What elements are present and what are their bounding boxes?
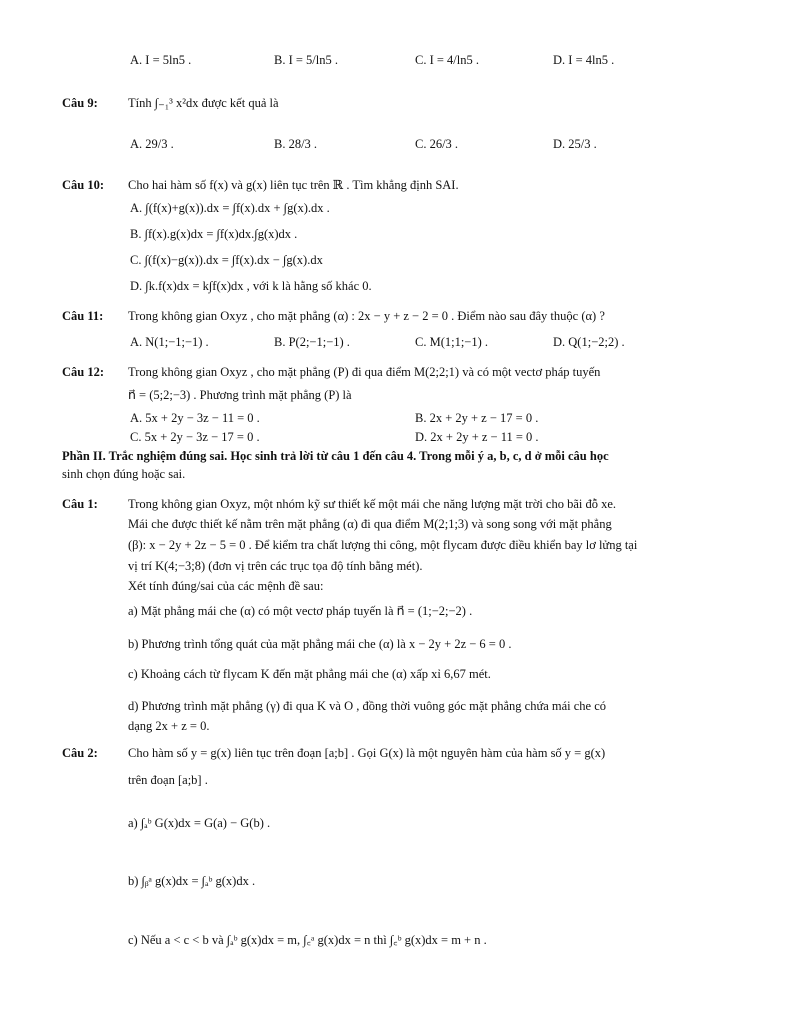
q9-option-d: D. 25/3 . [553, 137, 597, 151]
q11-option-a: A. N(1;−1;−1) . [130, 335, 209, 349]
tf2-statement-b: b) ∫ᵦᵃ g(x)dx = ∫ₐᵇ g(x)dx . [128, 874, 256, 888]
q12-label: Câu 12: [62, 365, 105, 379]
tf1-label: Câu 1: [62, 497, 98, 511]
tf1-statement-b: b) Phương trình tổng quát của mặt phẳng mái che (α) là x − 2y + 2z − 6 = 0 . [128, 637, 512, 651]
q12-stem-line2: n⃗ = (5;2;−3) . Phương trình mặt phẳng (P) là [128, 388, 352, 402]
q11-label: Câu 11: [62, 309, 104, 323]
q8-option-c: C. I = 4/ln5 . [415, 53, 479, 67]
q9-label: Câu 9: [62, 96, 98, 110]
tf1-line4: vị trí K(4;−3;8) (đơn vị trên các trục tọa độ tính bằng mét). [128, 559, 423, 573]
tf2-statement-c: c) Nếu a < c < b và ∫ₐᵇ g(x)dx = m, ∫꜀ᵃ g(x)dx = n thì ∫꜀ᵇ g(x)dx = m + n . [128, 933, 487, 947]
tf1-line2: Mái che được thiết kế nằm trên mặt phẳng (α) đi qua điểm M(2;1;3) và song song với mặt phẳng [128, 517, 612, 531]
tf1-line3: (β): x − 2y + 2z − 5 = 0 . Để kiểm tra chất lượng thi công, một flycam được điều khiển bay lơ lửng tại [128, 538, 638, 552]
tf1-statement-d-line2: dạng 2x + z = 0. [128, 719, 210, 733]
q12-option-c: C. 5x + 2y − 3z − 17 = 0 . [130, 430, 260, 444]
q12-stem-line1: Trong không gian Oxyz , cho mặt phẳng (P) đi qua điểm M(2;2;1) và có một vectơ pháp tuyến [128, 365, 601, 379]
tf2-label: Câu 2: [62, 746, 98, 760]
q8-option-a: A. I = 5ln5 . [130, 53, 192, 67]
q10-label: Câu 10: [62, 178, 105, 192]
q12-option-a: A. 5x + 2y − 3z − 11 = 0 . [130, 411, 260, 425]
q11-option-b: B. P(2;−1;−1) . [274, 335, 350, 349]
q9-option-a: A. 29/3 . [130, 137, 174, 151]
q10-option-c: C. ∫(f(x)−g(x)).dx = ∫f(x).dx − ∫g(x).dx [130, 253, 323, 267]
q11-option-d: D. Q(1;−2;2) . [553, 335, 625, 349]
part2-heading-line2: sinh chọn đúng hoặc sai. [62, 467, 186, 481]
q10-stem: Cho hai hàm số f(x) và g(x) liên tục trên ℝ . Tìm khẳng định SAI. [128, 178, 459, 192]
tf1-statement-c: c) Khoảng cách từ flycam K đến mặt phẳng mái che (α) xấp xỉ 6,67 mét. [128, 667, 491, 681]
q8-option-b: B. I = 5/ln5 . [274, 53, 338, 67]
q9-stem: Tính ∫₋₁³ x²dx được kết quả là [128, 96, 279, 110]
q9-option-c: C. 26/3 . [415, 137, 459, 151]
tf2-line2: trên đoạn [a;b] . [128, 773, 208, 787]
q8-option-d: D. I = 4ln5 . [553, 53, 615, 67]
part2-heading-line1: Phần II. Trắc nghiệm đúng sai. Học sinh trả lời từ câu 1 đến câu 4. Trong mỗi ý a, b, c, d ở mỗi câu học [62, 449, 609, 463]
tf2-statement-a: a) ∫ₐᵇ G(x)dx = G(a) − G(b) . [128, 816, 271, 830]
tf1-line1: Trong không gian Oxyz, một nhóm kỹ sư thiết kế một mái che năng lượng mặt trời cho bãi đỗ xe. [128, 497, 617, 511]
q12-option-b: B. 2x + 2y + z − 17 = 0 . [415, 411, 539, 425]
tf1-statement-a: a) Mặt phẳng mái che (α) có một vectơ pháp tuyến là n⃗ = (1;−2;−2) . [128, 604, 473, 618]
q9-option-b: B. 28/3 . [274, 137, 318, 151]
tf2-line1: Cho hàm số y = g(x) liên tục trên đoạn [a;b] . Gọi G(x) là một nguyên hàm của hàm số y = g(x) [128, 746, 606, 760]
q10-option-b: B. ∫f(x).g(x)dx = ∫f(x)dx.∫g(x)dx . [130, 227, 298, 241]
q11-option-c: C. M(1;1;−1) . [415, 335, 489, 349]
q10-option-a: A. ∫(f(x)+g(x)).dx = ∫f(x).dx + ∫g(x).dx . [130, 201, 330, 215]
q11-stem: Trong không gian Oxyz , cho mặt phẳng (α) : 2x − y + z − 2 = 0 . Điểm nào sau đây thuộc (α) ? [128, 309, 605, 323]
tf1-statement-d-line1: d) Phương trình mặt phẳng (γ) đi qua K và O , đồng thời vuông góc mặt phẳng chứa mái che có [128, 699, 607, 713]
tf1-line5: Xét tính đúng/sai của các mệnh đề sau: [128, 579, 324, 593]
q12-option-d: D. 2x + 2y + z − 11 = 0 . [415, 430, 539, 444]
q10-option-d: D. ∫k.f(x)dx = k∫f(x)dx , với k là hằng số khác 0. [130, 279, 372, 293]
